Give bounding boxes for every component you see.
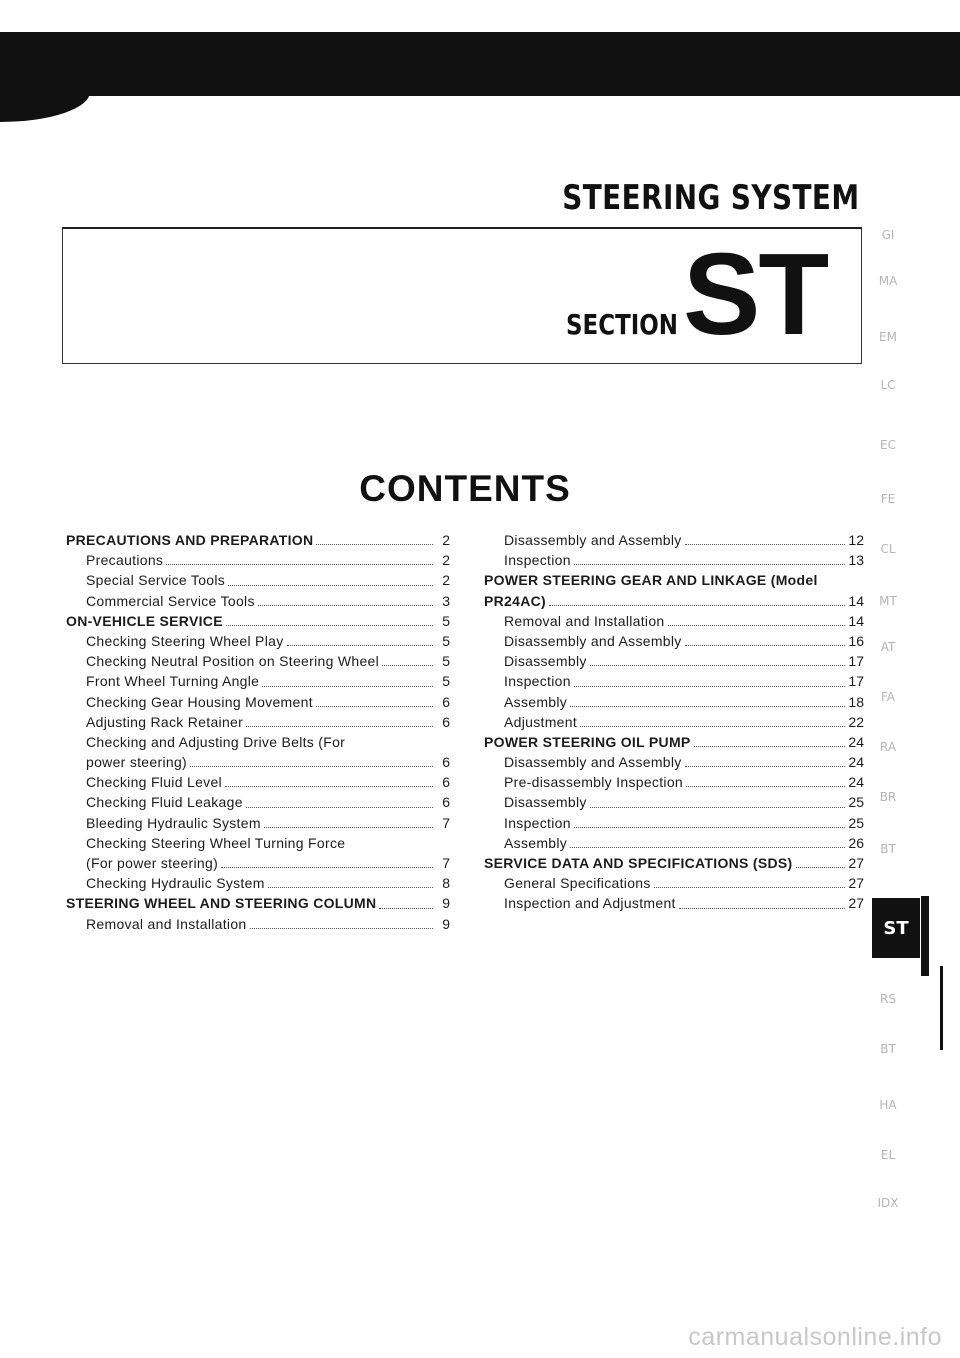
toc-entry-page: 6 [442, 774, 450, 791]
toc-entry[interactable] [66, 591, 450, 611]
toc-entry-title: power steering) [86, 754, 187, 771]
toc-dot-leader [316, 705, 433, 707]
section-code: ST [683, 229, 828, 359]
section-tab[interactable]: RA [879, 740, 897, 754]
toc-dot-leader [796, 866, 846, 868]
toc-entry-title: Disassembly and Assembly [504, 532, 682, 548]
toc-entry-page: 2 [442, 532, 450, 548]
toc-entry[interactable] [484, 631, 864, 651]
toc-entry-page: 25 [848, 794, 864, 811]
toc-entry-page: 18 [848, 693, 864, 710]
toc-entry-title: STEERING WHEEL AND STEERING COLUMN [66, 895, 377, 912]
toc-dot-leader [264, 826, 433, 828]
toc-entry-title: Inspection [504, 673, 571, 690]
toc-dot-leader [250, 927, 433, 929]
toc-entry-page: 6 [442, 794, 450, 811]
toc-entry-title: Assembly [504, 834, 568, 851]
section-tab[interactable]: LC [880, 378, 896, 392]
toc-entry-page: 8 [442, 875, 450, 892]
toc-dot-leader [590, 806, 846, 808]
toc-dot-leader [694, 745, 846, 747]
toc-dot-leader [287, 644, 434, 646]
toc-entry[interactable] [484, 853, 864, 873]
toc-entry[interactable] [66, 550, 450, 570]
toc-entry-page: 22 [848, 713, 864, 730]
toc-entry-page: 27 [848, 855, 864, 871]
toc-entry-page: 6 [442, 693, 450, 710]
toc-entry-title: Inspection [504, 552, 571, 569]
toc-entry[interactable] [66, 570, 450, 590]
toc-entry[interactable] [484, 671, 864, 691]
toc-entry-page: 5 [442, 673, 450, 690]
section-tab[interactable]: HA [879, 1098, 897, 1112]
section-tab[interactable]: EL [880, 1148, 896, 1162]
section-tab[interactable]: EC [880, 438, 896, 452]
toc-entry-page: 26 [848, 834, 864, 851]
toc-entry[interactable] [66, 792, 450, 812]
toc-dot-leader [379, 907, 433, 909]
toc-entry-title: Disassembly [504, 794, 587, 811]
toc-dot-leader [685, 644, 846, 646]
toc-entry-title: Inspection and Adjustment [504, 895, 676, 912]
toc-entry-page: 6 [442, 713, 450, 730]
toc-dot-leader [590, 664, 846, 666]
toc-dot-leader [246, 806, 433, 808]
section-tab[interactable]: GI [881, 228, 895, 242]
toc-entry[interactable] [484, 692, 864, 712]
toc-entry-page: 5 [442, 632, 450, 649]
toc-entry-title: Adjusting Rack Retainer [86, 713, 244, 730]
active-section-tab[interactable]: ST [872, 898, 920, 958]
toc-entry-page: 24 [848, 733, 864, 750]
toc-entry-title: ON-VEHICLE SERVICE [66, 612, 223, 629]
toc-entry[interactable] [66, 752, 450, 772]
header-bar-curve [0, 92, 90, 122]
toc-dot-leader [679, 907, 846, 909]
toc-entry-title: Inspection [504, 814, 571, 831]
toc-entry[interactable] [484, 591, 864, 611]
toc-entry-title: Checking Gear Housing Movement [86, 693, 313, 710]
toc-entry[interactable] [66, 893, 450, 913]
toc-entry-title: PR24AC) [484, 592, 547, 609]
toc-entry-title: Disassembly [504, 653, 587, 670]
toc-entry[interactable] [484, 752, 864, 772]
toc-dot-leader [258, 604, 433, 606]
toc-entry-page: 9 [442, 915, 450, 932]
toc-entry[interactable] [484, 732, 864, 752]
toc-entry-title: Checking Fluid Leakage [86, 794, 243, 811]
toc-entry-page: 6 [442, 754, 450, 771]
toc-entry-page: 25 [848, 814, 864, 831]
section-tab[interactable]: BT [880, 842, 896, 856]
toc-entry[interactable] [484, 813, 864, 833]
toc-dot-leader [226, 624, 433, 626]
toc-entry[interactable] [484, 550, 864, 570]
toc-left-column [66, 530, 450, 934]
system-title: STEERING SYSTEM [562, 178, 860, 218]
toc-dot-leader [685, 765, 846, 767]
toc-entry[interactable] [66, 853, 450, 873]
toc-entry[interactable] [66, 631, 450, 651]
toc-entry-line[interactable] [66, 833, 450, 853]
toc-entry-page: 2 [442, 572, 450, 589]
toc-entry[interactable] [484, 792, 864, 812]
active-tab-bar [921, 896, 929, 976]
toc-dot-leader [580, 725, 845, 727]
toc-entry-title: Bleeding Hydraulic System [86, 814, 261, 831]
toc-entry-title: Checking Neutral Position on Steering Wheel [86, 653, 380, 670]
toc-dot-leader [225, 785, 433, 787]
header-black-bar [0, 32, 960, 96]
toc-entry[interactable] [66, 813, 450, 833]
toc-entry-page: 17 [848, 653, 864, 670]
toc-entry-page: 7 [442, 855, 450, 871]
toc-entry-title: Checking Fluid Level [86, 774, 222, 791]
toc-entry-page: 27 [848, 875, 864, 892]
watermark: carmanualsonline.info [688, 1323, 942, 1351]
toc-entry[interactable] [66, 873, 450, 893]
toc-entry[interactable] [66, 611, 450, 631]
section-tab[interactable]: MA [878, 274, 898, 288]
active-tab-line [940, 966, 943, 1050]
toc-entry-title: Adjustment [504, 713, 578, 730]
toc-dot-leader [268, 886, 433, 888]
toc-dot-leader [574, 685, 846, 687]
toc-dot-leader [166, 563, 433, 565]
toc-entry[interactable] [66, 712, 450, 732]
toc-dot-leader [262, 685, 433, 687]
toc-entry-title: Checking and Adjusting Drive Belts (For [86, 733, 346, 750]
section-tab[interactable]: BR [879, 790, 897, 804]
section-tab[interactable]: EM [879, 330, 897, 344]
toc-entry[interactable] [66, 914, 450, 934]
toc-entry-title: POWER STEERING OIL PUMP [484, 733, 691, 750]
toc-entry-title: Removal and Installation [86, 915, 247, 932]
toc-entry-page: 9 [442, 895, 450, 912]
toc-entry-title: Checking Hydraulic System [86, 875, 265, 892]
toc-dot-leader [668, 624, 846, 626]
section-tab[interactable]: AT [880, 640, 896, 654]
toc-entry-title: SERVICE DATA AND SPECIFICATIONS (SDS) [484, 855, 793, 871]
section-tab[interactable]: RS [880, 992, 896, 1006]
toc-dot-leader [570, 705, 845, 707]
toc-entry[interactable] [66, 692, 450, 712]
toc-entry-page: 12 [848, 532, 864, 548]
toc-entry-title: Special Service Tools [86, 572, 226, 589]
toc-dot-leader [686, 785, 845, 787]
section-tab[interactable]: FA [880, 690, 895, 704]
toc-dot-leader [316, 543, 433, 545]
toc-entry[interactable] [66, 772, 450, 792]
toc-entry-page: 5 [442, 653, 450, 670]
toc-dot-leader [570, 846, 845, 848]
toc-entry[interactable] [484, 772, 864, 792]
toc-entry-page: 13 [848, 552, 864, 569]
toc-entry-page: 3 [442, 592, 450, 609]
toc-entry-title: POWER STEERING GEAR AND LINKAGE (Model [484, 572, 818, 589]
toc-dot-leader [574, 826, 846, 828]
toc-entry[interactable] [484, 530, 864, 550]
toc-entry-page: 14 [848, 592, 864, 609]
toc-entry[interactable] [484, 651, 864, 671]
toc-entry-page: 27 [848, 895, 864, 912]
toc-entry-title: Checking Steering Wheel Turning Force [86, 834, 346, 851]
toc-entry-title: Checking Steering Wheel Play [86, 632, 284, 649]
toc-entry-title: Removal and Installation [504, 612, 665, 629]
toc-entry[interactable] [484, 873, 864, 893]
toc-dot-leader [685, 543, 846, 545]
toc-entry[interactable] [66, 671, 450, 691]
toc-entry-page: 16 [848, 632, 864, 649]
toc-dot-leader [190, 765, 433, 767]
toc-entry-page: 5 [442, 612, 450, 629]
toc-dot-leader [246, 725, 433, 727]
toc-entry-line[interactable] [66, 732, 450, 752]
section-tab[interactable]: FE [880, 492, 896, 506]
toc-entry-title: PRECAUTIONS AND PREPARATION [66, 532, 314, 548]
section-label: SECTION [566, 308, 679, 341]
section-tab[interactable]: BT [880, 1042, 896, 1056]
toc-entry-page: 24 [848, 754, 864, 771]
toc-right-column [484, 530, 864, 914]
toc-entry-line[interactable] [484, 570, 864, 590]
toc-entry-title: Commercial Service Tools [86, 592, 255, 609]
toc-entry[interactable] [66, 530, 450, 550]
toc-dot-leader [574, 563, 846, 565]
toc-entry[interactable] [484, 833, 864, 853]
section-tab[interactable]: MT [879, 594, 897, 608]
contents-heading: CONTENTS [359, 468, 571, 509]
toc-entry[interactable] [66, 651, 450, 671]
section-tab[interactable]: CL [880, 542, 896, 556]
toc-entry-title: Disassembly and Assembly [504, 632, 682, 649]
toc-entry[interactable] [484, 712, 864, 732]
toc-entry-page: 17 [848, 673, 864, 690]
toc-entry-title: General Specifications [504, 875, 651, 892]
toc-entry-title: Disassembly and Assembly [504, 754, 682, 771]
toc-entry[interactable] [484, 893, 864, 913]
toc-entry-page: 24 [848, 774, 864, 791]
toc-entry-title: Pre-disassembly Inspection [504, 774, 683, 791]
section-tab[interactable]: IDX [877, 1196, 899, 1210]
toc-entry-title: Front Wheel Turning Angle [86, 673, 260, 690]
toc-dot-leader [382, 664, 433, 666]
toc-entry-title: (For power steering) [86, 855, 219, 871]
toc-entry[interactable] [484, 611, 864, 631]
toc-dot-leader [549, 604, 845, 606]
toc-dot-leader [654, 886, 846, 888]
toc-dot-leader [228, 584, 433, 586]
toc-entry-page: 2 [442, 552, 450, 569]
toc-entry-title: Precautions [86, 552, 164, 569]
toc-entry-page: 7 [442, 814, 450, 831]
toc-dot-leader [221, 866, 433, 868]
toc-entry-page: 14 [848, 612, 864, 629]
toc-entry-title: Assembly [504, 693, 568, 710]
